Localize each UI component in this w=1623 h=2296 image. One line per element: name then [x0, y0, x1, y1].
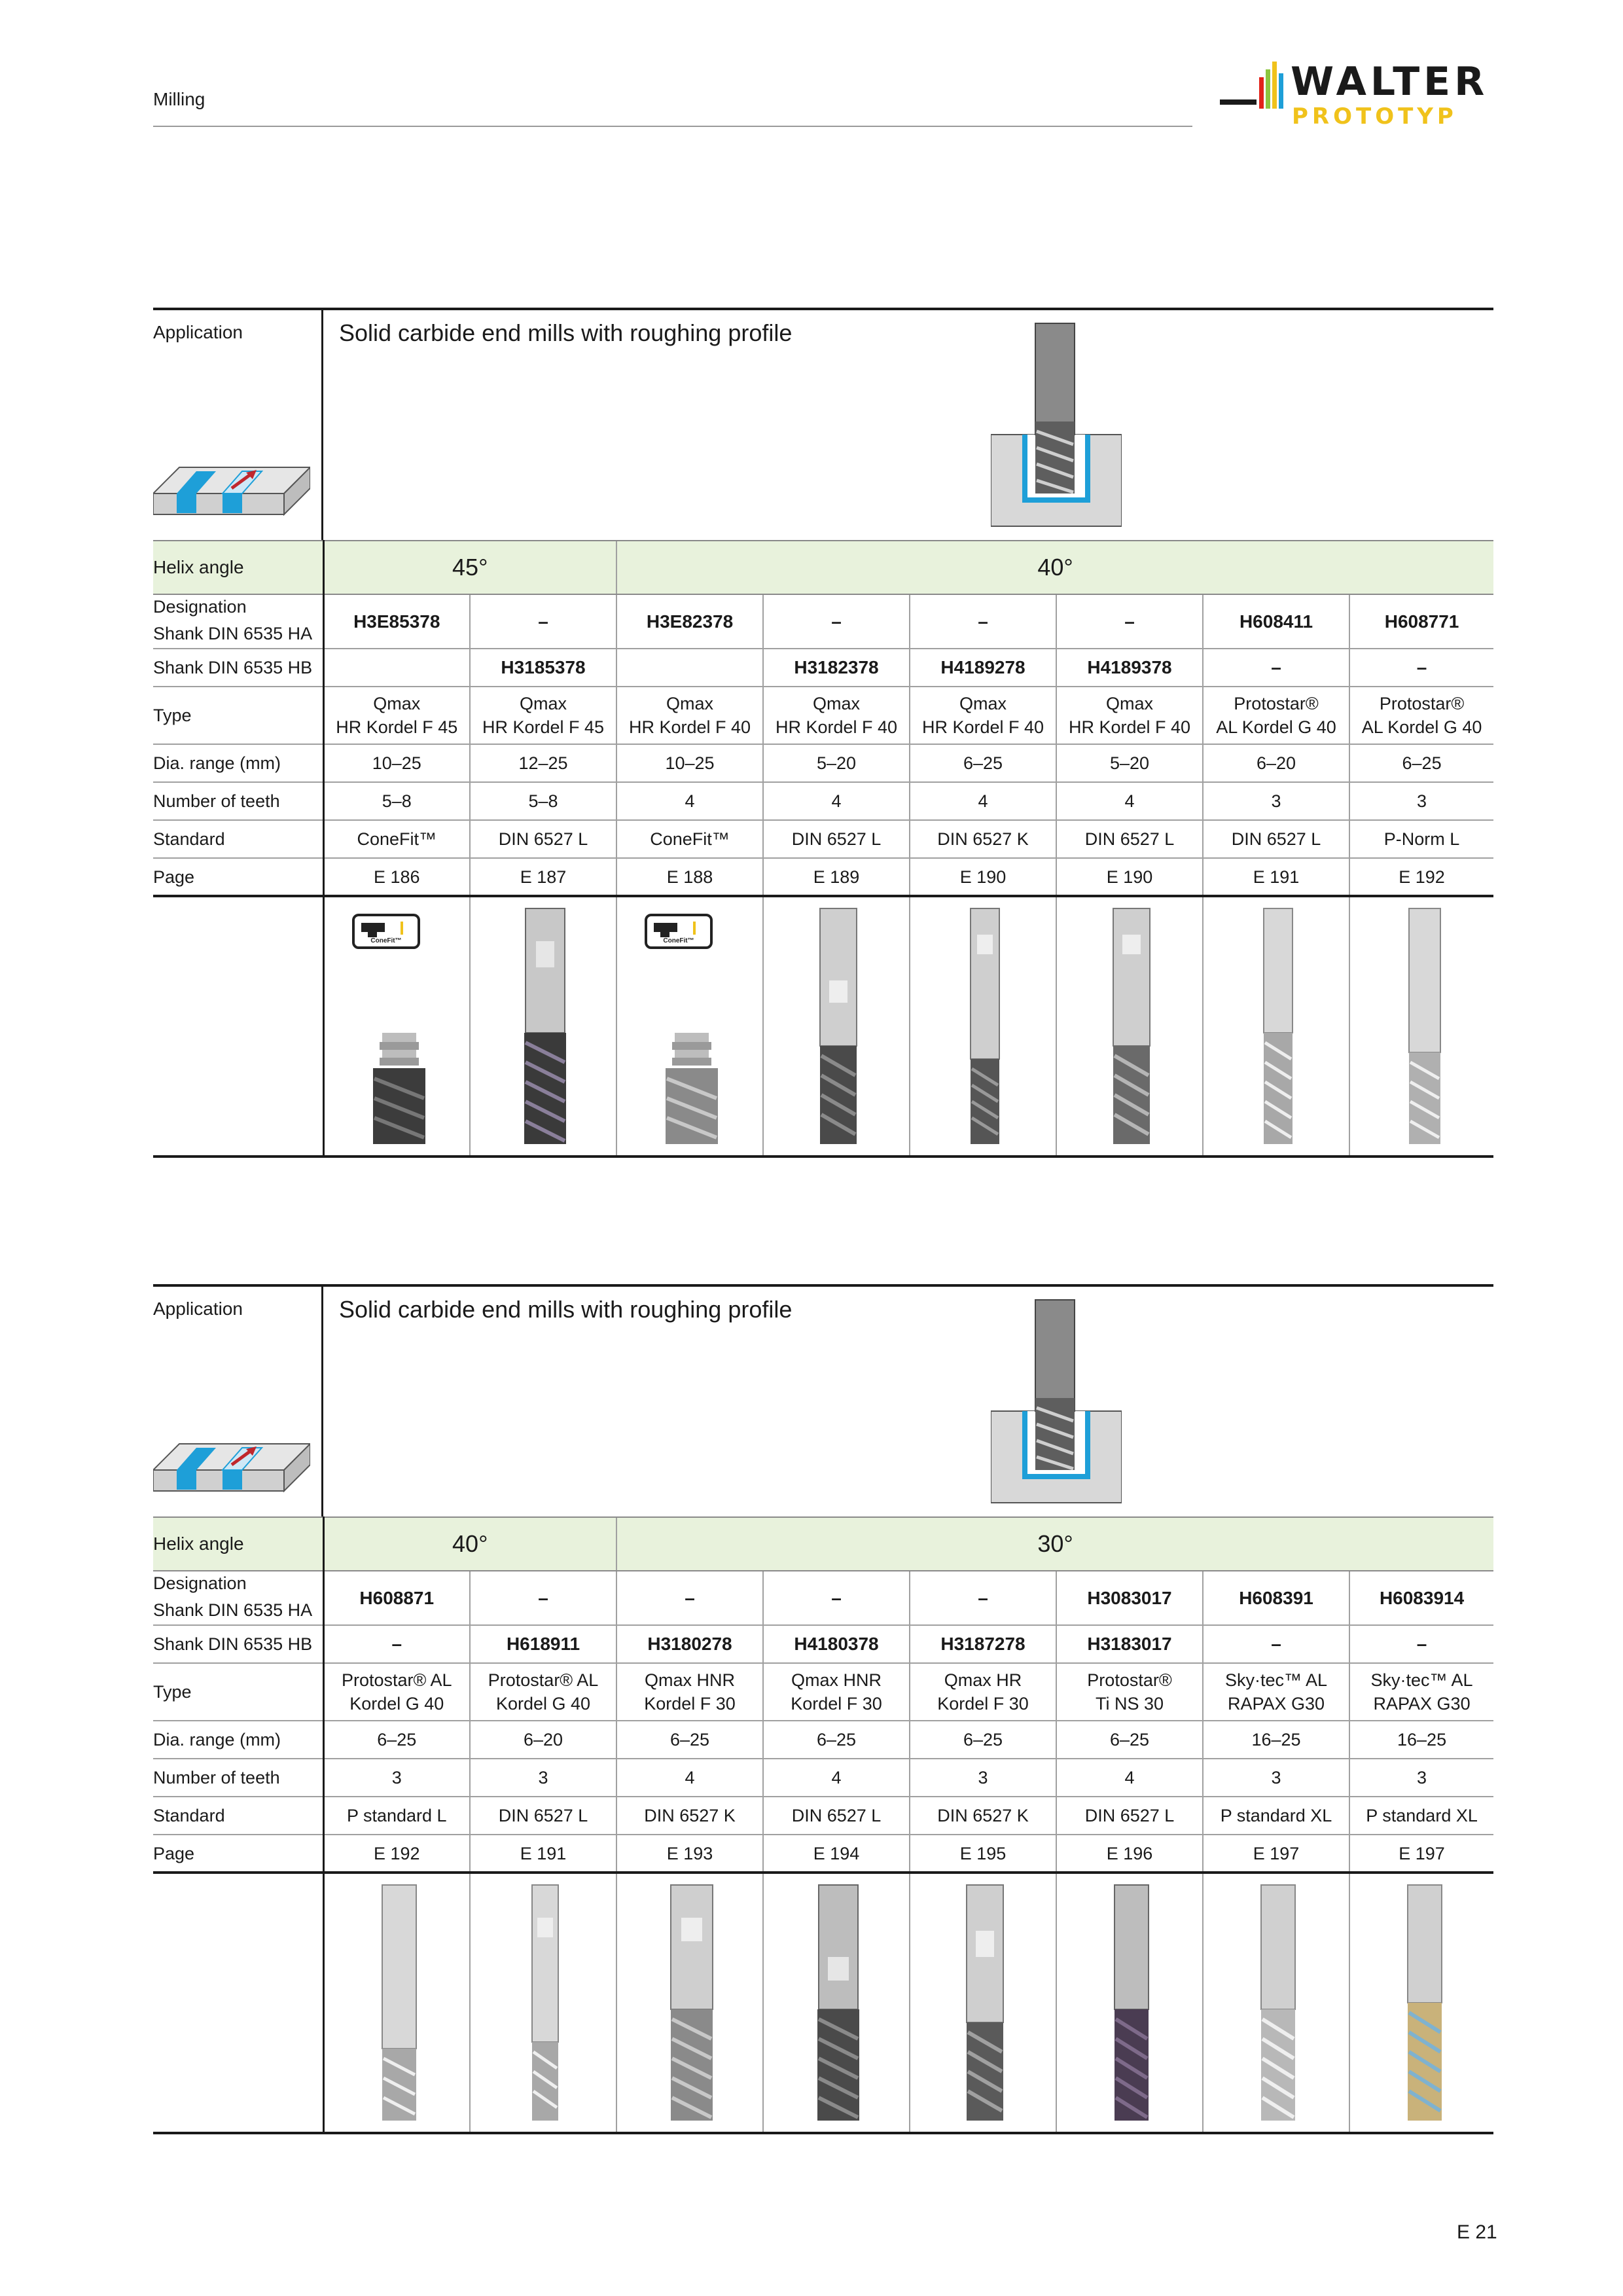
dia-label: Dia. range (mm) [153, 1721, 323, 1759]
designation-hb: – [1349, 649, 1493, 687]
dia-cell: 6–20 [1203, 744, 1349, 782]
shank-hb-row [153, 649, 1493, 687]
dia-cell: 16–25 [1203, 1721, 1349, 1759]
page-ref[interactable]: E 193 [616, 1835, 763, 1873]
page-ref[interactable]: E 189 [763, 858, 910, 896]
tool-image-cell [763, 896, 910, 1157]
end-mill-tool-icon [1060, 1878, 1204, 2127]
designation-ha: – [616, 1571, 763, 1625]
teeth-cell: 3 [1349, 1759, 1493, 1797]
standard-cell: DIN 6527 L [1056, 820, 1203, 858]
end-mill-in-slot-icon [991, 317, 1122, 533]
type-row [153, 1663, 1493, 1721]
teeth-row [153, 1759, 1493, 1797]
type-row [153, 687, 1493, 744]
section-label: Milling [153, 89, 205, 109]
end-mill-tool-icon [766, 902, 910, 1151]
designation-hb: – [1203, 1625, 1349, 1663]
dia-cell: 6–25 [763, 1721, 910, 1759]
page-ref[interactable]: E 197 [1203, 1835, 1349, 1873]
walter-prototyp-logo [1220, 59, 1495, 131]
shank-hb-label: Shank DIN 6535 HB [153, 649, 323, 687]
end-mill-tool-icon [473, 1878, 617, 2127]
standard-cell: DIN 6527 L [470, 1797, 616, 1835]
page-ref[interactable]: E 195 [910, 1835, 1056, 1873]
designation-ha: H608411 [1203, 594, 1349, 649]
teeth-cell: 3 [910, 1759, 1056, 1797]
product-table-1 [153, 308, 1493, 1172]
tool-image-cell [1056, 1873, 1203, 2133]
type-cell: Qmax HR Kordel F 40 [763, 687, 910, 744]
teeth-cell: 3 [323, 1759, 470, 1797]
teeth-cell: 3 [1203, 1759, 1349, 1797]
dia-row [153, 1721, 1493, 1759]
standard-cell: DIN 6527 L [470, 820, 616, 858]
page-ref[interactable]: E 186 [323, 858, 470, 896]
page-ref[interactable]: E 187 [470, 858, 616, 896]
column-divider [321, 1287, 323, 1519]
type-cell: Qmax HR Kordel F 40 [616, 687, 763, 744]
teeth-cell: 4 [910, 782, 1056, 820]
page-ref[interactable]: E 191 [470, 1835, 616, 1873]
conefit-badge-text: ConeFit™ [663, 937, 694, 944]
dia-cell: 6–20 [470, 1721, 616, 1759]
dia-cell: 6–25 [910, 744, 1056, 782]
designation-ha: – [763, 1571, 910, 1625]
standard-cell: DIN 6527 L [763, 820, 910, 858]
tool-image-cell [1349, 1873, 1493, 2133]
designation-ha: H6083914 [1349, 1571, 1493, 1625]
end-mill-tool-icon [473, 902, 617, 1151]
standard-label: Standard [153, 820, 323, 858]
logo-bars-icon [1220, 59, 1292, 131]
type-cell: Qmax HR Kordel F 40 [910, 687, 1056, 744]
tool-image-cell [1056, 896, 1203, 1157]
standard-cell: ConeFit™ [616, 820, 763, 858]
slot-milling-icon [153, 1418, 310, 1496]
standard-row [153, 820, 1493, 858]
designation-row [153, 1571, 1493, 1595]
end-mill-tool-icon [1206, 902, 1350, 1151]
application-row [153, 1284, 1493, 1519]
designation-ha: H3E85378 [323, 594, 470, 649]
dia-cell: 10–25 [616, 744, 763, 782]
page-ref[interactable]: E 194 [763, 1835, 910, 1873]
designation-ha: – [763, 594, 910, 649]
teeth-cell: 3 [470, 1759, 616, 1797]
page-ref[interactable]: E 190 [910, 858, 1056, 896]
dia-cell: 10–25 [323, 744, 470, 782]
tool-image-cell [616, 1873, 763, 2133]
tool-image-cell [616, 896, 763, 1157]
page-label: Page [153, 1835, 323, 1873]
application-title: Solid carbide end mills with roughing profile [339, 319, 793, 346]
teeth-cell: 4 [616, 1759, 763, 1797]
shank-hb-empty [616, 649, 763, 687]
designation-ha: – [910, 1571, 1056, 1625]
dia-cell: 5–20 [1056, 744, 1203, 782]
page-ref[interactable]: E 197 [1349, 1835, 1493, 1873]
dia-cell: 5–20 [763, 744, 910, 782]
type-cell: Qmax HR Kordel F 40 [1056, 687, 1203, 744]
designation-hb: H3183017 [1056, 1625, 1203, 1663]
page-ref[interactable]: E 191 [1203, 858, 1349, 896]
dia-cell: 16–25 [1349, 1721, 1493, 1759]
designation-hb: – [1349, 1625, 1493, 1663]
teeth-label: Number of teeth [153, 1759, 323, 1797]
spec-table-2 [153, 1516, 1493, 2134]
designation-hb: H3185378 [470, 649, 616, 687]
type-cell: Sky·tec™ AL RAPAX G30 [1349, 1663, 1493, 1721]
type-cell: Qmax HR Kordel F 45 [470, 687, 616, 744]
teeth-cell: 5–8 [470, 782, 616, 820]
designation-ha: H3083017 [1056, 1571, 1203, 1625]
type-label: Type [153, 687, 323, 744]
end-mill-tool-icon [913, 902, 1057, 1151]
end-mill-tool-icon [1353, 902, 1497, 1151]
helix-row [153, 1517, 1493, 1571]
end-mill-tool-icon [620, 1878, 764, 2127]
designation-hb: H4180378 [763, 1625, 910, 1663]
dia-cell: 6–25 [323, 1721, 470, 1759]
teeth-cell: 4 [1056, 1759, 1203, 1797]
end-mill-tool-icon [327, 1878, 471, 2127]
designation-hb: H3180278 [616, 1625, 763, 1663]
designation-hb: H3182378 [763, 649, 910, 687]
standard-cell: P-Norm L [1349, 820, 1493, 858]
application-title: Solid carbide end mills with roughing profile [339, 1296, 793, 1323]
standard-label: Standard [153, 1797, 323, 1835]
dia-cell: 6–25 [1056, 1721, 1203, 1759]
tool-image-cell [470, 896, 616, 1157]
tool-image-cell [910, 896, 1056, 1157]
standard-cell: DIN 6527 K [616, 1797, 763, 1835]
helix-value: 45° [323, 541, 616, 594]
shank-hb-label: Shank DIN 6535 HB [153, 1625, 323, 1663]
standard-cell: DIN 6527 K [910, 820, 1056, 858]
teeth-cell: 4 [763, 782, 910, 820]
end-mill-tool-icon [1060, 902, 1204, 1151]
page-row [153, 858, 1493, 896]
shank-ha-label: Shank DIN 6535 HA [153, 1595, 323, 1625]
header-rule [153, 126, 1192, 127]
application-label: Application [153, 322, 243, 342]
designation-ha: H608391 [1203, 1571, 1349, 1625]
teeth-cell: 3 [1203, 782, 1349, 820]
tool-image-cell [323, 1873, 470, 2133]
type-cell: Qmax HR Kordel F 30 [910, 1663, 1056, 1721]
type-cell: Protostar® Ti NS 30 [1056, 1663, 1203, 1721]
teeth-cell: 3 [1349, 782, 1493, 820]
designation-ha: H608771 [1349, 594, 1493, 649]
standard-cell: DIN 6527 K [910, 1797, 1056, 1835]
designation-hb: H4189378 [1056, 649, 1203, 687]
designation-ha: H608871 [323, 1571, 470, 1625]
designation-label: Designation [153, 594, 323, 619]
teeth-cell: 4 [763, 1759, 910, 1797]
type-cell: Protostar® AL Kordel G 40 [470, 1663, 616, 1721]
dia-cell: 6–25 [1349, 744, 1493, 782]
designation-ha: – [1056, 594, 1203, 649]
helix-value: 40° [323, 1517, 616, 1571]
page-number: E 21 [1457, 2221, 1497, 2243]
logo-word: WALTER [1291, 59, 1489, 105]
type-label: Type [153, 1663, 323, 1721]
type-cell: Qmax HR Kordel F 45 [323, 687, 470, 744]
page-row [153, 1835, 1493, 1873]
tool-image-cell [1203, 896, 1349, 1157]
teeth-row [153, 782, 1493, 820]
page-ref[interactable]: E 196 [1056, 1835, 1203, 1873]
application-row [153, 308, 1493, 543]
designation-hb: H3187278 [910, 1625, 1056, 1663]
end-mill-tool-icon [766, 1878, 910, 2127]
application-label: Application [153, 1299, 243, 1319]
type-cell: Qmax HNR Kordel F 30 [763, 1663, 910, 1721]
standard-cell: P standard XL [1203, 1797, 1349, 1835]
empty-label [153, 896, 323, 1157]
designation-ha: – [910, 594, 1056, 649]
standard-cell: DIN 6527 L [1056, 1797, 1203, 1835]
designation-hb: – [323, 1625, 470, 1663]
type-cell: Sky·tec™ AL RAPAX G30 [1203, 1663, 1349, 1721]
tool-image-row [153, 896, 1493, 1157]
helix-row [153, 541, 1493, 594]
designation-row [153, 594, 1493, 619]
end-mill-tool-icon [1206, 1878, 1350, 2127]
helix-value: 30° [616, 1517, 1493, 1571]
type-cell: Protostar® AL Kordel G 40 [1203, 687, 1349, 744]
empty-label [153, 1873, 323, 2133]
shank-ha-label: Shank DIN 6535 HA [153, 619, 323, 649]
dia-cell: 6–25 [616, 1721, 763, 1759]
type-cell: Qmax HNR Kordel F 30 [616, 1663, 763, 1721]
page-ref[interactable]: E 192 [323, 1835, 470, 1873]
teeth-cell: 5–8 [323, 782, 470, 820]
dia-cell: 6–25 [910, 1721, 1056, 1759]
end-mill-tool-icon [913, 1878, 1057, 2127]
tool-image-cell [1349, 896, 1493, 1157]
page-ref[interactable]: E 190 [1056, 858, 1203, 896]
teeth-cell: 4 [1056, 782, 1203, 820]
helix-value: 40° [616, 541, 1493, 594]
conefit-badge-text: ConeFit™ [370, 937, 402, 944]
slot-milling-icon [153, 441, 310, 520]
page-label: Page [153, 858, 323, 896]
designation-hb: H618911 [470, 1625, 616, 1663]
tool-image-cell [470, 1873, 616, 2133]
dia-label: Dia. range (mm) [153, 744, 323, 782]
type-cell: Protostar® AL Kordel G 40 [1349, 687, 1493, 744]
tool-image-cell [910, 1873, 1056, 2133]
dia-cell: 12–25 [470, 744, 616, 782]
shank-hb-row [153, 1625, 1493, 1663]
tool-image-cell [1203, 1873, 1349, 2133]
designation-ha: – [470, 594, 616, 649]
dia-row [153, 744, 1493, 782]
product-table-2 [153, 1284, 1493, 2155]
conefit-tool-head-icon [327, 902, 471, 1151]
page-ref[interactable]: E 188 [616, 858, 763, 896]
page-ref[interactable]: E 192 [1349, 858, 1493, 896]
logo-subword: PROTOTYP [1292, 103, 1457, 130]
column-divider [321, 310, 323, 543]
standard-cell: P standard L [323, 1797, 470, 1835]
designation-hb: – [1203, 649, 1349, 687]
tool-image-cell [323, 896, 470, 1157]
standard-cell: DIN 6527 L [1203, 820, 1349, 858]
teeth-label: Number of teeth [153, 782, 323, 820]
tool-image-row [153, 1873, 1493, 2133]
helix-angle-label: Helix angle [153, 1517, 323, 1571]
designation-hb: H4189278 [910, 649, 1056, 687]
designation-ha: – [470, 1571, 616, 1625]
type-cell: Protostar® AL Kordel G 40 [323, 1663, 470, 1721]
tool-image-cell [763, 1873, 910, 2133]
standard-cell: DIN 6527 L [763, 1797, 910, 1835]
standard-cell: P standard XL [1349, 1797, 1493, 1835]
conefit-tool-head-icon [620, 902, 764, 1151]
helix-angle-label: Helix angle [153, 541, 323, 594]
end-mill-in-slot-icon [991, 1293, 1122, 1509]
teeth-cell: 4 [616, 782, 763, 820]
designation-label: Designation [153, 1571, 323, 1595]
designation-ha: H3E82378 [616, 594, 763, 649]
shank-hb-empty [323, 649, 470, 687]
standard-cell: ConeFit™ [323, 820, 470, 858]
standard-row [153, 1797, 1493, 1835]
spec-table-1 [153, 540, 1493, 1158]
end-mill-tool-icon [1353, 1878, 1497, 2127]
